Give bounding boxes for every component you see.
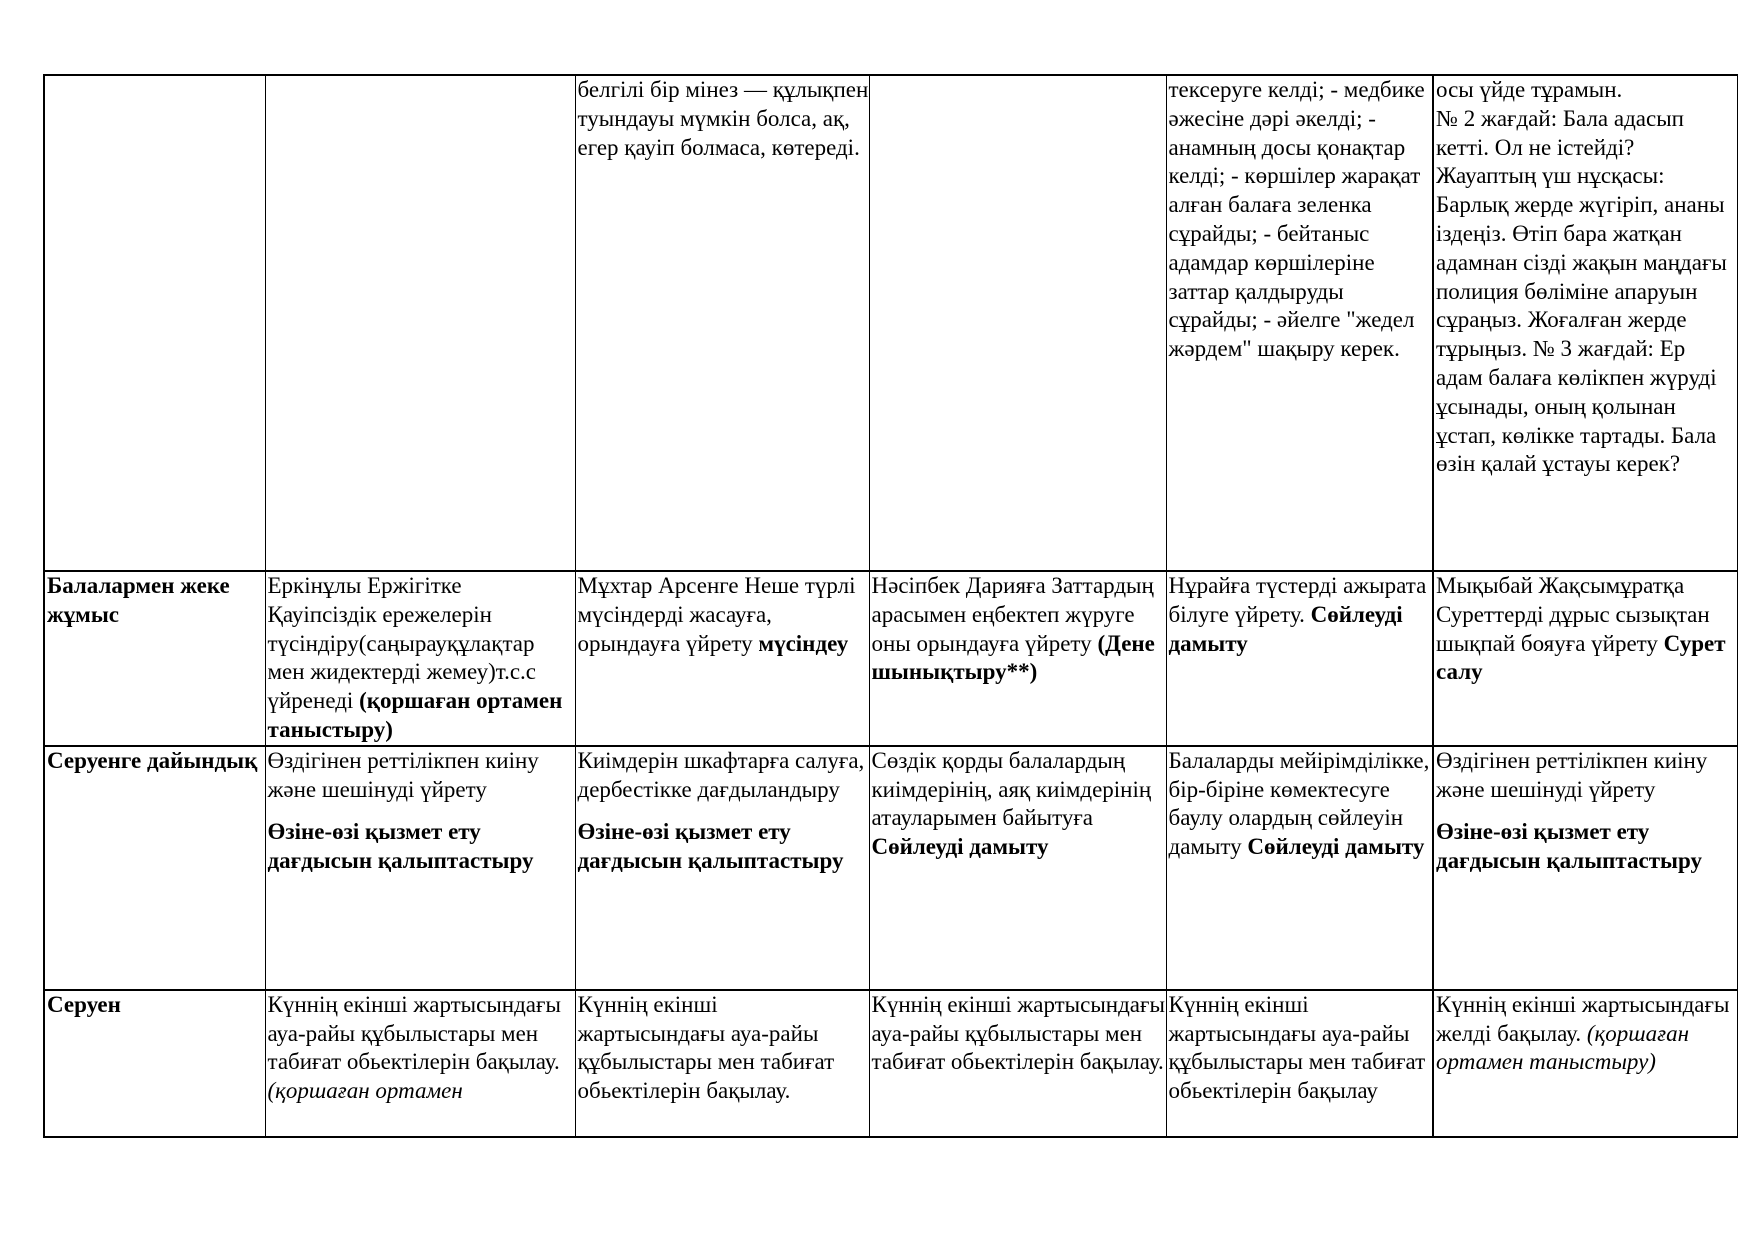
table-row	[44, 571, 1737, 746]
table-row	[44, 746, 1737, 990]
table-cell: Өздігінен реттілікпен киіну және шешінуді үйрету Өзіне-өзі қызмет ету дағдысын қалыптастыру	[265, 746, 575, 990]
table-cell	[869, 75, 1166, 571]
table-cell: Күннің екінші жартысындағы ауа-райы құбылыстары мен табиғат обьектілерін бақылау. (қоршаған ортамен	[265, 990, 575, 1137]
daily-plan-table	[43, 74, 1738, 1138]
table-cell	[265, 75, 575, 571]
table-cell: Еркінұлы Ержігітке Қауіпсіздік ережелерін түсіндіру(саңырауқұлақтар мен жидектерді жемеу)т.с.с үйренеді (қоршаған ортамен таныстыру)	[265, 571, 575, 746]
table-cell: Күннің екінші жартысындағы желді бақылау. (қоршаған ортамен таныстыру)	[1433, 990, 1737, 1137]
table-cell: Мұхтар Арсенге Неше түрлі мүсіндерді жасауға, орындауға үйрету мүсіндеу	[575, 571, 869, 746]
table-cell: Киімдерін шкафтарға салуға, дербестікке дағдыландыру Өзіне-өзі қызмет ету дағдысын қалыптастыру	[575, 746, 869, 990]
row-label: Балалармен жеке жұмыс	[44, 571, 265, 746]
table-cell: Күннің екінші жартысындағы ауа-райы құбылыстары мен табиғат обьектілерін бақылау.	[869, 990, 1166, 1137]
table-cell: Өздігінен реттілікпен киіну және шешінуді үйрету Өзіне-өзі қызмет ету дағдысын қалыптастыру	[1433, 746, 1737, 990]
row-label	[44, 75, 265, 571]
table-cell: Мықыбай Жақсымұратқа Суреттерді дұрыс сызықтан шықпай бояуға үйрету Сурет салу	[1433, 571, 1737, 746]
table-cell: тексеруге келді; - медбике әжесіне дәрі әкелді; - анамның досы қонақтар келді; - көршілер жарақат алған балаға зеленка сұрайды; - бейтаныс адамдар көршілеріне заттар қалдыруды сұрайды; - әйелге "жедел жәрдем" шақыру керек.	[1166, 75, 1433, 571]
row-label: Серуенге дайындық	[44, 746, 265, 990]
table-cell: Нұрайға түстерді ажырата білуге үйрету. Сөйлеуді дамыту	[1166, 571, 1433, 746]
table-cell: Балаларды мейірімділікке, бір-біріне көмектесуге баулу олардың сөйлеуін дамыту Сөйлеуді дамыту	[1166, 746, 1433, 990]
table-cell: Нәсіпбек Дарияға Заттардың арасымен еңбектеп жүруге оны орындауға үйрету (Дене шынықтыру**)	[869, 571, 1166, 746]
table-row	[44, 990, 1737, 1137]
row-label: Серуен	[44, 990, 265, 1137]
table-cell: Күннің екінші жартысындағы ауа-райы құбылыстары мен табиғат обьектілерін бақылау.	[575, 990, 869, 1137]
table-cell: Күннің екінші жартысындағы ауа-райы құбылыстары мен табиғат обьектілерін бақылау	[1166, 990, 1433, 1137]
table-cell: Сөздік қорды балалардың киімдерінің, аяқ киімдерінің атауларымен байытуға Сөйлеуді дамыту	[869, 746, 1166, 990]
table-cell: белгілі бір мінез — құлықпен туындауы мүмкін болса, ақ, егер қауіп болмаса, көтереді.	[575, 75, 869, 571]
table-row	[44, 75, 1737, 571]
table-cell: осы үйде тұрамын. № 2 жағдай: Бала адасып кетті. Ол не істейді? Жауаптың үш нұсқасы: Барлық жерде жүгіріп, ананы іздеңіз. Өтіп бара жатқан адамнан сізді жақын маңдағы полиция бөліміне апаруын сұраңыз. Жоғалған жерде тұрыңыз. № 3 жағдай: Ер адам балаға көлікпен жүруді ұсынады, оның қолынан ұстап, көлікке тартады. Бала өзін қалай ұстауы керек?	[1433, 75, 1737, 571]
